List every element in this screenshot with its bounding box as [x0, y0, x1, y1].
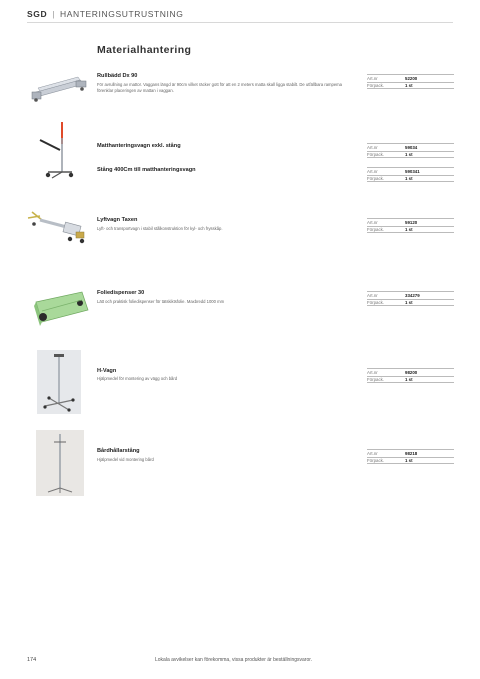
- spec-row-art: [367, 167, 454, 175]
- lift-trolley-image: [26, 206, 88, 246]
- pack-value: 1 st: [405, 175, 413, 181]
- product-name: Matthanteringsvagn exkl. stång: [97, 143, 181, 149]
- product-description: För avrullning av mattor. Vaggans längd är 90cm vilket räcker gott för att en 2 meters matta skall ligga stabilt. De utfällbara rampema förenklar placeringen av mattan i vaggan.: [97, 82, 343, 93]
- spec-row-pack: [367, 226, 454, 234]
- product-name: Stång 400Cm till matthanteringsvagn: [97, 167, 196, 173]
- spec-table: [367, 74, 454, 89]
- art-label: Art.nr: [367, 292, 378, 298]
- spec-row-art: [367, 291, 454, 299]
- pack-label: Förpack.: [367, 82, 385, 88]
- product-description: Hjälpmedel vid montering bård: [97, 457, 154, 462]
- spec-row-pack: [367, 175, 454, 183]
- pack-value: 1 st: [405, 82, 413, 88]
- art-label: Art.nr: [367, 369, 378, 375]
- spec-row-art: [367, 218, 454, 226]
- art-value: 98200: [405, 369, 418, 375]
- header-divider: [27, 22, 453, 23]
- spec-table: [367, 143, 454, 158]
- product-name: Rullbädd Dx 90: [97, 73, 138, 79]
- section-name: HANTERINGSUTRUSTNING: [59, 9, 184, 19]
- spec-row-pack: [367, 299, 454, 307]
- spec-table: [367, 449, 454, 464]
- pack-value: 1 st: [405, 376, 413, 382]
- spec-row-art: [367, 143, 454, 151]
- page-title: Materialhantering: [97, 44, 192, 56]
- art-label: Art.nr: [367, 168, 378, 174]
- pack-label: Förpack.: [367, 151, 385, 157]
- carpet-trolley-image: [38, 120, 74, 182]
- art-value: 52200: [405, 75, 418, 81]
- art-value: 590341: [405, 168, 420, 174]
- pack-value: 1 st: [405, 226, 413, 232]
- product-name: Foliedispenser 30: [97, 290, 145, 296]
- product-description: Lätt och praktisk foliedispenser för tätskiktsfolie. Maxbredd 1000 mm: [97, 299, 225, 304]
- pack-label: Förpack.: [367, 299, 385, 305]
- pack-value: 1 st: [405, 151, 413, 157]
- roller-cart-image: [30, 72, 88, 104]
- spec-table: [367, 291, 454, 306]
- spec-table: [367, 218, 454, 233]
- spec-row-art: [367, 368, 454, 376]
- product-name: Bårdhållarstång: [97, 448, 140, 454]
- pack-label: Förpack.: [367, 457, 385, 463]
- page-number: 174: [27, 657, 37, 663]
- brand-name: SGD: [27, 9, 48, 19]
- spec-row-pack: [367, 457, 454, 465]
- product-name: Lyftvagn Taxen: [97, 217, 138, 223]
- spec-row-pack: [367, 376, 454, 384]
- spec-row-pack: [367, 151, 454, 159]
- pack-label: Förpack.: [367, 376, 385, 382]
- spec-row-pack: [367, 82, 454, 90]
- art-value: 59120: [405, 219, 418, 225]
- art-value: 59034: [405, 144, 418, 150]
- pack-label: Förpack.: [367, 175, 385, 181]
- h-cart-image: [37, 350, 81, 414]
- art-value: 98218: [405, 450, 418, 456]
- product-name: H-Vagn: [97, 368, 117, 374]
- foil-dispenser-image: [32, 288, 90, 330]
- spec-row-art: [367, 449, 454, 457]
- spec-row-art: [367, 74, 454, 82]
- art-value: 334279: [405, 292, 420, 298]
- pack-value: 1 st: [405, 457, 413, 463]
- product-description: Hjälpmedel för montering av vägg och bård: [97, 376, 178, 381]
- pack-value: 1 st: [405, 299, 413, 305]
- header-separator: |: [52, 9, 56, 19]
- spec-table: [367, 368, 454, 383]
- art-label: Art.nr: [367, 450, 378, 456]
- art-label: Art.nr: [367, 219, 378, 225]
- art-label: Art.nr: [367, 75, 378, 81]
- product-description: Lyft- och transportvagn i stabil stålkonstruktion för kyl- och frysskåp.: [97, 226, 223, 231]
- document-header: [27, 9, 183, 19]
- footer-note: Lokala avvikelser kan förekomma, vissa produkter är beställningsvaror.: [155, 657, 313, 663]
- art-label: Art.nr: [367, 144, 378, 150]
- pack-label: Förpack.: [367, 226, 385, 232]
- spec-table: [367, 167, 454, 182]
- border-pole-image: [36, 430, 84, 496]
